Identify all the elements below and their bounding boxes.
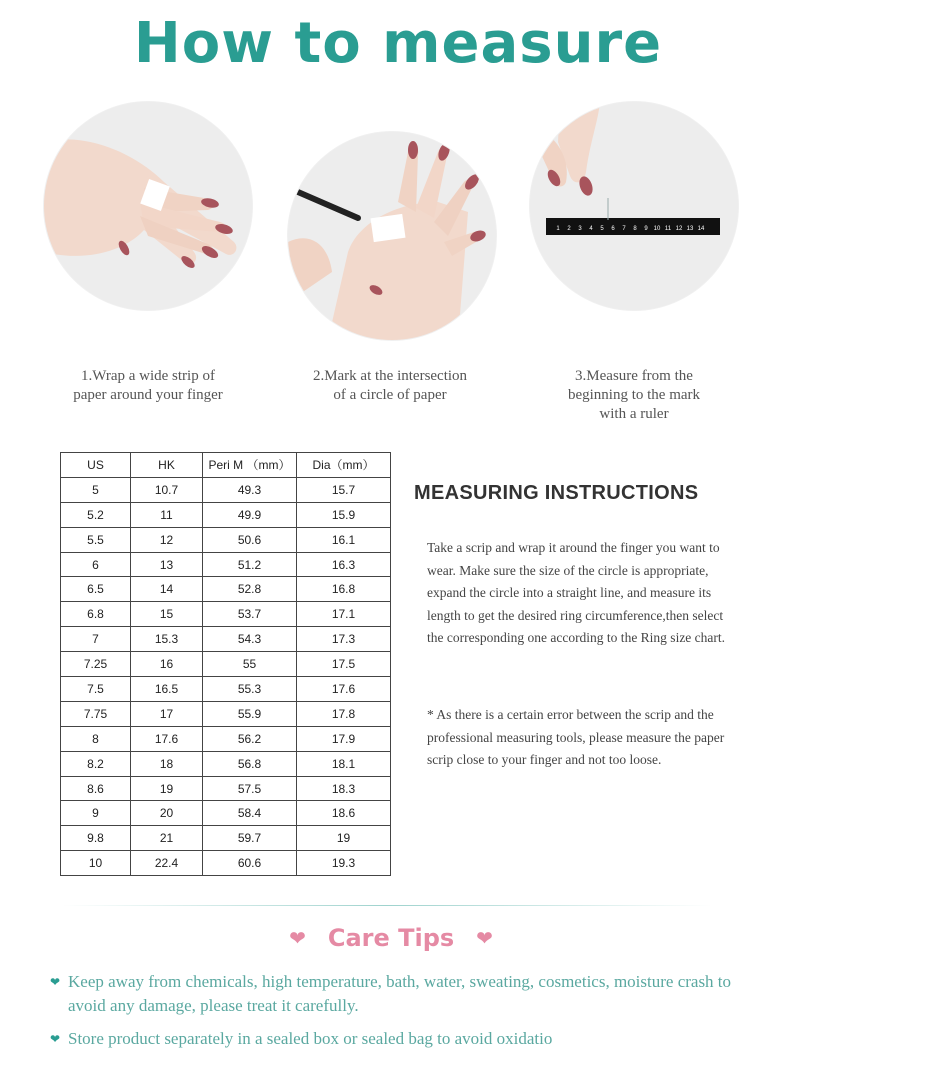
heart-bullet-icon: ❤ xyxy=(50,975,61,989)
cell-us: 8.6 xyxy=(61,776,131,801)
cell-hk: 11 xyxy=(131,502,203,527)
cell-us: 9.8 xyxy=(61,826,131,851)
cell-dia: 18.3 xyxy=(297,776,391,801)
heart-icon: ❤ xyxy=(476,926,493,950)
cell-hk: 19 xyxy=(131,776,203,801)
cell-dia: 17.1 xyxy=(297,602,391,627)
cell-us: 6.5 xyxy=(61,577,131,602)
table-row xyxy=(61,851,391,876)
cell-peri: 58.4 xyxy=(203,801,297,826)
cell-peri: 49.9 xyxy=(203,502,297,527)
step-2-label: 2.Mark at the intersection of a circle of paper xyxy=(312,368,468,403)
cell-us: 7 xyxy=(61,627,131,652)
instructions-paragraph: Take a scrip and wrap it around the finger you want to wear. Make sure the size of the circle is appropriate, expand the circle into a straight line, and measure its length to get the desired ring circumference,then select the corresponding one according to the Ring size chart. xyxy=(427,540,726,645)
care-tip-item xyxy=(50,970,750,1018)
cell-peri: 50.6 xyxy=(203,527,297,552)
table-row xyxy=(61,552,391,577)
cell-dia: 19.3 xyxy=(297,851,391,876)
table-header-row xyxy=(61,453,391,478)
cell-peri: 53.7 xyxy=(203,602,297,627)
table-row xyxy=(61,751,391,776)
step-3-photo xyxy=(530,102,738,310)
cell-peri: 49.3 xyxy=(203,477,297,502)
cell-dia: 17.8 xyxy=(297,701,391,726)
table-row xyxy=(61,627,391,652)
cell-hk: 14 xyxy=(131,577,203,602)
cell-us: 5.2 xyxy=(61,502,131,527)
ruler-mark: 13 xyxy=(686,226,694,232)
table-row xyxy=(61,726,391,751)
cell-hk: 10.7 xyxy=(131,477,203,502)
table-row xyxy=(61,527,391,552)
cell-us: 9 xyxy=(61,801,131,826)
cell-hk: 13 xyxy=(131,552,203,577)
cell-dia: 17.6 xyxy=(297,677,391,702)
header-dia: Dia（mm） xyxy=(297,453,391,478)
table-row xyxy=(61,801,391,826)
heart-bullet-icon: ❤ xyxy=(50,1032,61,1046)
table-row xyxy=(61,502,391,527)
cell-dia: 16.8 xyxy=(297,577,391,602)
cell-hk: 12 xyxy=(131,527,203,552)
cell-dia: 15.9 xyxy=(297,502,391,527)
care-tips-heading xyxy=(0,924,782,952)
ruler-mark: 14 xyxy=(697,226,705,232)
cell-us: 5 xyxy=(61,477,131,502)
cell-hk: 16 xyxy=(131,652,203,677)
care-tip-text: Store product separately in a sealed box or sealed bag to avoid oxidatio xyxy=(68,1029,553,1048)
header-us: US xyxy=(61,453,131,478)
instructions-title: MEASURING INSTRUCTIONS xyxy=(414,482,699,504)
care-tip-item xyxy=(50,1027,750,1051)
cell-peri: 57.5 xyxy=(203,776,297,801)
ruler-mark: 12 xyxy=(675,226,683,232)
header-hk: HK xyxy=(131,453,203,478)
step-1-photo xyxy=(44,102,252,310)
cell-hk: 17 xyxy=(131,701,203,726)
cell-peri: 55.9 xyxy=(203,701,297,726)
ruler-mark: 9 xyxy=(644,226,648,232)
table-row xyxy=(61,477,391,502)
cell-hk: 18 xyxy=(131,751,203,776)
ring-size-table xyxy=(60,452,391,876)
cell-dia: 17.5 xyxy=(297,652,391,677)
ruler-mark: 10 xyxy=(653,226,661,232)
cell-us: 8.2 xyxy=(61,751,131,776)
step-1-label: 1.Wrap a wide strip of paper around your finger xyxy=(73,368,223,403)
cell-peri: 60.6 xyxy=(203,851,297,876)
cell-dia: 17.9 xyxy=(297,726,391,751)
cell-peri: 52.8 xyxy=(203,577,297,602)
table-row xyxy=(61,701,391,726)
cell-dia: 16.3 xyxy=(297,552,391,577)
cell-hk: 22.4 xyxy=(131,851,203,876)
cell-peri: 54.3 xyxy=(203,627,297,652)
cell-dia: 17.3 xyxy=(297,627,391,652)
ruler-mark: 5 xyxy=(600,226,604,232)
cell-peri: 55 xyxy=(203,652,297,677)
ruler-mark: 3 xyxy=(578,226,582,232)
care-tips-title: Care Tips xyxy=(327,924,455,952)
cell-us: 7.25 xyxy=(61,652,131,677)
cell-dia: 18.1 xyxy=(297,751,391,776)
table-row xyxy=(61,577,391,602)
cell-dia: 19 xyxy=(297,826,391,851)
cell-dia: 18.6 xyxy=(297,801,391,826)
table-row xyxy=(61,602,391,627)
table-row xyxy=(61,677,391,702)
cell-peri: 56.8 xyxy=(203,751,297,776)
table-row xyxy=(61,776,391,801)
step-2-photo xyxy=(288,132,496,340)
section-divider xyxy=(62,905,712,906)
cell-us: 7.5 xyxy=(61,677,131,702)
cell-us: 10 xyxy=(61,851,131,876)
heart-icon: ❤ xyxy=(289,926,306,950)
cell-hk: 15.3 xyxy=(131,627,203,652)
cell-us: 6.8 xyxy=(61,602,131,627)
cell-dia: 16.1 xyxy=(297,527,391,552)
ruler-mark: 11 xyxy=(664,226,672,232)
ruler-mark: 6 xyxy=(611,226,615,232)
instructions-note: * As there is a certain error between the scrip and the professional measuring tools, please measure the paper scrip close to your finger and not too loose. xyxy=(427,707,725,767)
cell-hk: 21 xyxy=(131,826,203,851)
cell-us: 7.75 xyxy=(61,701,131,726)
cell-dia: 15.7 xyxy=(297,477,391,502)
cell-us: 8 xyxy=(61,726,131,751)
cell-hk: 17.6 xyxy=(131,726,203,751)
care-tip-text: Keep away from chemicals, high temperature, bath, water, sweating, cosmetics, moisture crash to avoid any damage, please treat it carefully. xyxy=(68,972,732,1015)
ruler-mark: 8 xyxy=(633,226,637,232)
cell-peri: 59.7 xyxy=(203,826,297,851)
ruler-mark: 4 xyxy=(589,226,593,232)
cell-hk: 20 xyxy=(131,801,203,826)
cell-peri: 56.2 xyxy=(203,726,297,751)
cell-peri: 55.3 xyxy=(203,677,297,702)
header-peri: Peri M （mm） xyxy=(203,453,297,478)
cell-hk: 15 xyxy=(131,602,203,627)
cell-peri: 51.2 xyxy=(203,552,297,577)
cell-us: 6 xyxy=(61,552,131,577)
ruler-mark: 2 xyxy=(567,226,571,232)
page-title: How to measure xyxy=(133,11,663,76)
ruler-mark: 7 xyxy=(622,226,626,232)
ruler-mark: 1 xyxy=(556,226,560,232)
cell-hk: 16.5 xyxy=(131,677,203,702)
table-row xyxy=(61,826,391,851)
cell-us: 5.5 xyxy=(61,527,131,552)
table-row xyxy=(61,652,391,677)
step-3-label: 3.Measure from the beginning to the mark with a ruler xyxy=(567,368,701,422)
